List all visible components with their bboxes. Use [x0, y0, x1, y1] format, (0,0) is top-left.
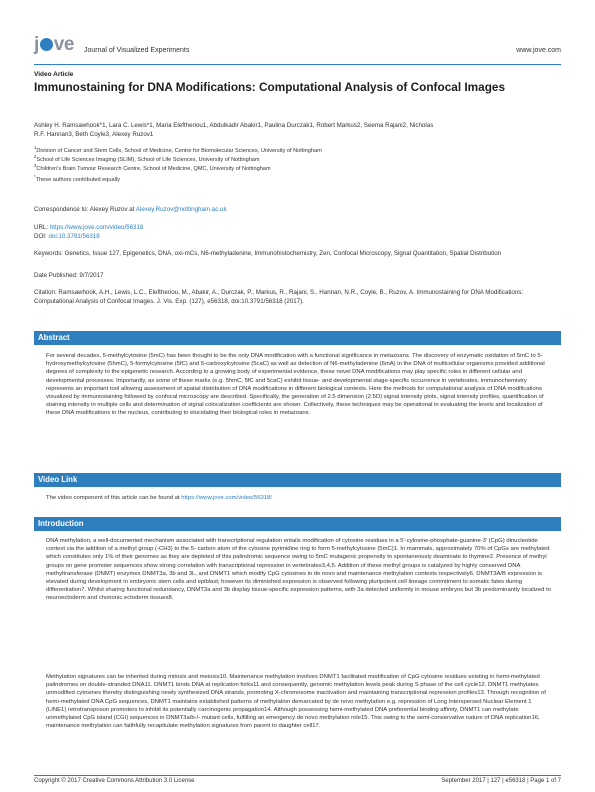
- introduction-paragraph-1: DNA methylation, a well-documented mechanism associated with transcriptional regulation entails modification of cytosine residues in a 5'-cytosine-phosphate-guanine-3' (CpG) dinucleotide context via the addition of a methyl group (-CH3) to the 5- carbon atom of the cytosine pyrimidine ring to form 5-methylcytosine (5mC)1. In mammals, approximately 70% of CpGs are methylated which constitutes only 1% of their genomes as they are depleted of this palindromic sequence owing to 5mC mutagenic propensity to spontaneously deaminate to thymine2. Presence of methyl groups on gene promoter sequences show strong correlation with transcriptional repression in vertebrates3,4,5. Addition of these methyl groups is catalyzed by highly conserved DNA methyltransferase (DNMT) enzymes DNMT3a, 3b and 3L, and DNMT1 which modify CpG cytosines in de novo and maintenance methylation contexts respectively6. DNMT3A/B expression is elevated during development in embryonic stem cells and epiblast; however its diminished expression is observed following pluripotent cell lineage commitment to somatic fates during differentiation7. Whilst sharing functional redundancy, DNMT3a and 3b display tissue-specific expression patterns, with 3a detected uniformly in mouse embryos but 3b predominantly localized to neuroectoderm and chorionic ectoderm tissues8.: [46, 538, 552, 602]
- abstract-text: For several decades, 5-methylcytosine (5mC) has been thought to be the only DNA modification with a functional significance in metazoans. The discovery of enzymatic oxidation of 5mC to 5-hydroxymethylcytosine (5hmC), 5-formylcytosine (5fC) and 5-carboxylcytosine (5caC) as well as detection of N6-methyladenine (6mA) in the DNA of multicellular organisms provided additional degrees of complexity to the epigenetic research. According to a growing body of experimental evidence, these novel DNA modifications may play specific roles in different cellular and developmental processes. Importantly, as some of these marks (e.g. 5hmC, 5fC and 5caC) exhibit tissue- and developmental stage-specific occurrence in vertebrates, immunochemistry represents an important tool allowing assessment of spatial distribution of DNA modifications in different biological contexts. Here the methods for computational analysis of DNA modifications visualized by immunostaining followed by confocal microscopy are described. Specifically, the generation of 2.5 dimension (2.5D) signal intensity plots, signal intensity profiles, quantification of staining intensity in multiple cells and determination of signal colocalization coefficients are shown. Collectively, these techniques may be operational in evaluating the levels and localization of these DNA modifications in the nucleus, contributing to elucidating their biological roles in metazoans.: [46, 353, 545, 417]
- introduction-heading: Introduction: [34, 517, 561, 531]
- video-url-link[interactable]: https://www.jove.com/video/56318/: [181, 495, 272, 501]
- affiliation-1: $^1$Division of Cancer and Stem Cells, School of Medicine, Centre for Biomolecular Sciences, University of Nottingham: [34, 145, 322, 154]
- correspondence-email-link[interactable]: Alexey.Ruzov@nottingham.ac.uk: [135, 206, 227, 213]
- article-links: URL: https://www.jove.com/video/56318 DOI: doi:10.3791/56318: [34, 224, 144, 240]
- site-url[interactable]: www.jove.com: [516, 47, 561, 54]
- affiliation-3: $^3$Children's Brain Tumour Research Centre, School of Medicine, QMC, University of Nottingham: [34, 163, 271, 173]
- video-link-text: The video component of this article can be found at https://www.jove.com/video/56318/: [46, 495, 272, 501]
- jove-logo[interactable]: j ve: [34, 34, 74, 55]
- correspondence: Correspondence to: Alexey Ruzov at Alexey.Ruzov@nottingham.ac.uk: [34, 206, 227, 213]
- doi-link[interactable]: doi:10.3791/56318: [48, 232, 100, 240]
- author-list: [34, 122, 561, 139]
- introduction-paragraph-2: Methylation signatures can be inherited during mitosis and meiosis10. Maintenance methylation involves DNMT1 facilitated modification of CpG cytosine residues existing in hemi-methylated palindromes on double-stranded DNA11. DNMT1 binds DNA at replication forks11 and consequently, genomic methylation levels peak during S phase of the cell cycle12. DNMT1 methylates unmodified cytosines thereby distinguishing newly synthesized DNA strands, promoting X-chromosome inactivation and maintaining transcriptional repression profiles13. Through recognition of hemi-methylated DNA CpG sequences, DNMT1 maintains established patterns of methylation demarcated by de novo methylation e.g. repression of Long Interspersed Nuclear Element 1 (LINE1) retrotransposon promoters to inhibit its potentially carcinogenic propagation14. Although possessing hemi-methylated DNA preferential binding affinity, DNMT1 can methylate unmethylated CpG island (CGI) sequences in DNMT3a/b-/- mutant cells, fulfilling an emergency de novo methylation role15. This owing to the semi-conservative nature of DNA replication16, maintenance methylation can faithfully recapitulate methylation signatures from parent to daughter cell17.: [46, 674, 546, 730]
- article-type: Video Article: [34, 71, 74, 78]
- article-url-link[interactable]: https://www.jove.com/video/56318: [49, 224, 144, 231]
- affiliations: [34, 145, 561, 186]
- video-link-heading: Video Link: [34, 473, 561, 487]
- date-published: Date Published: 9/7/2017: [34, 272, 104, 279]
- footer-copyright: Copyright © 2017 Creative Commons Attribution 3.0 License: [34, 778, 195, 784]
- equal-contribution-note: *These authors contributed equally: [34, 173, 120, 183]
- footer-rule: [34, 775, 561, 776]
- page-header: [34, 34, 561, 64]
- keywords: Keywords: Genetics, Issue 127, Epigenetics, DNA, oxi-mCs, N6-methyladenine, Immunohistochemistry, Zen, Confocal Microscopy, Signal Quantitation, Spatial Distribution: [34, 250, 502, 257]
- footer-page-info: September 2017 | 127 | e56318 | Page 1 of 7: [441, 778, 561, 784]
- abstract-heading: Abstract: [34, 331, 561, 345]
- header-rule: [34, 64, 561, 65]
- authors-line-2: R.F. Hannan3, Beth Coyle3, Alexey Ruzov1: [34, 130, 154, 138]
- journal-name: Journal of Visualized Experiments: [84, 47, 190, 54]
- affiliation-2: $^2$School of Life Sciences Imaging (SLIM), School of Life Sciences, University of Nottingham: [34, 154, 260, 164]
- citation: Citation: Ramsawhook, A.H., Lewis, L.C., Eleftheriou, M., Abakir, A., Durczak, P., Markus, R., Rajani, S., Hannan, N.R., Coyle, B., Ruzov, A. Immunostaining for DNA Modifications: Computational Analysis of Confocal Images. J. Vis. Exp. (127), e56318, doi:10.3791/56318 (2017).: [34, 289, 524, 305]
- authors-line-1: Ashley H. Ramsawhook*1, Lara C. Lewis*1, Maria Eleftheriou1, Abdulkadir Abakir1, Paulina Durczak1, Robert Markus2, Seema Rajani2, Nicholas: [34, 122, 434, 129]
- article-title: Immunostaining for DNA Modifications: Computational Analysis of Confocal Images: [34, 80, 506, 94]
- logo-circle-icon: [40, 38, 53, 51]
